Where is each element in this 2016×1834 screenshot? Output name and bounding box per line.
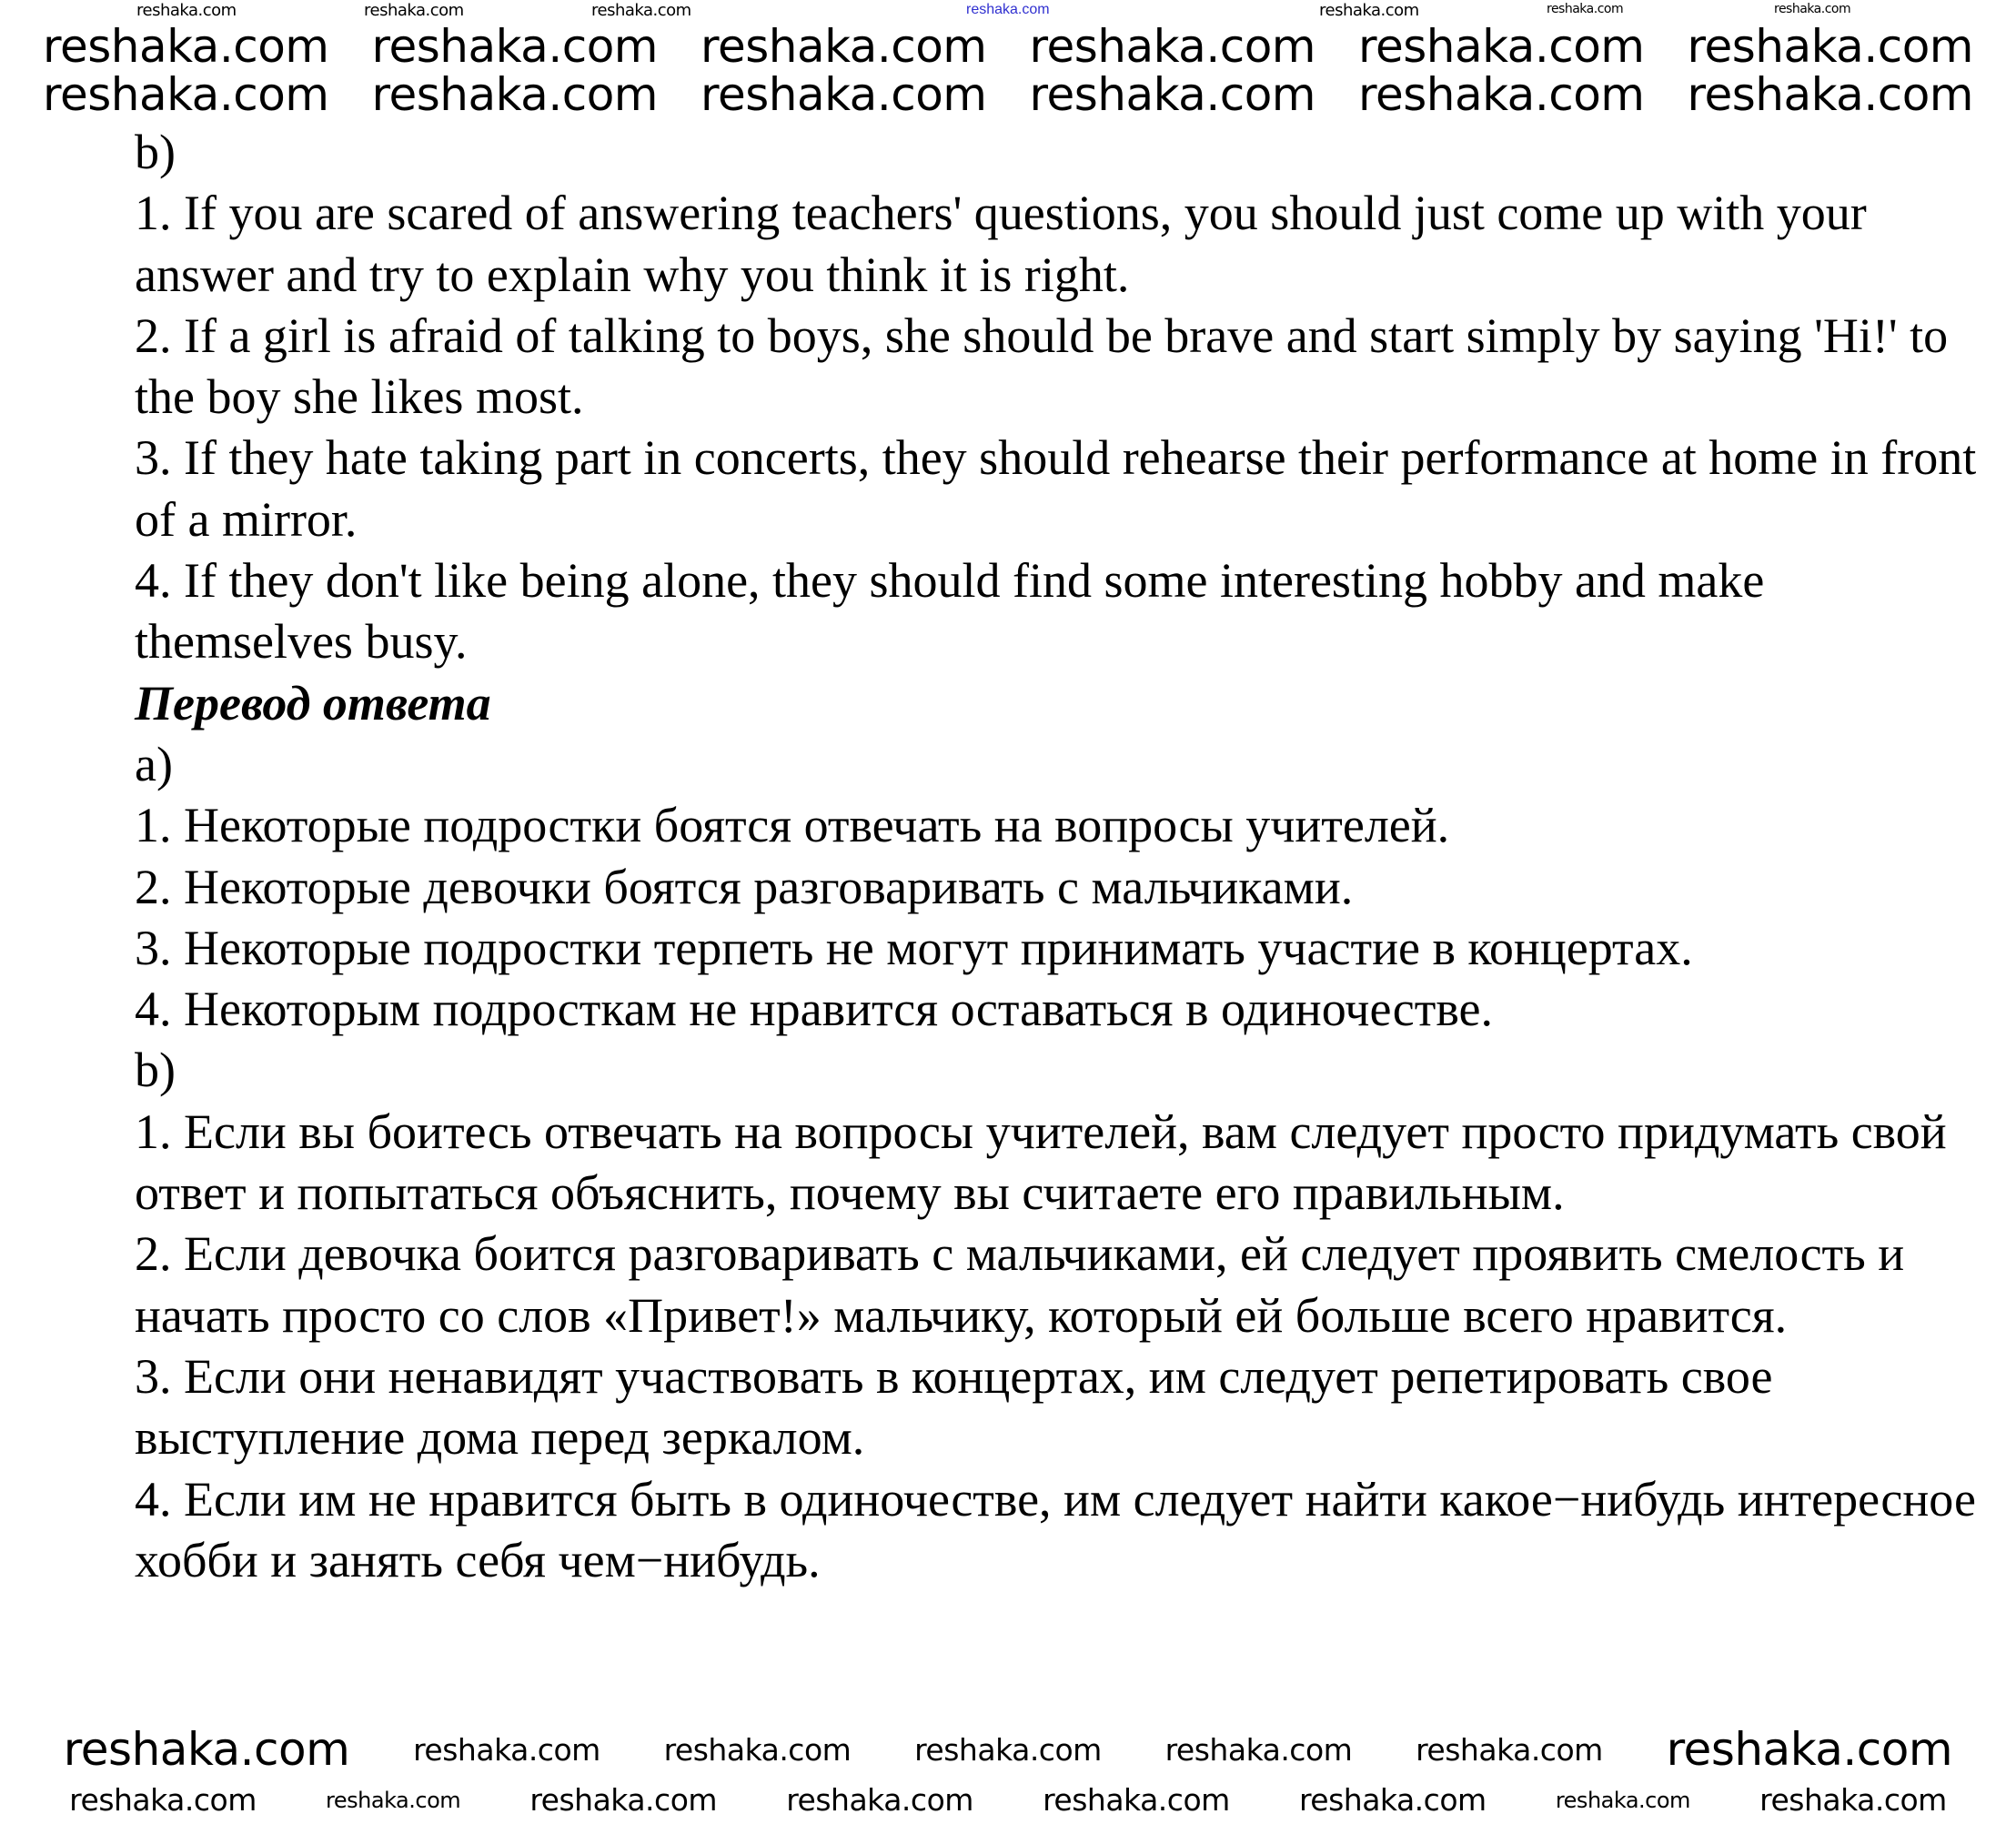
watermark: reshaka.com: [136, 1, 237, 20]
watermark: reshaka.com: [786, 1782, 973, 1818]
watermark: reshaka.com: [1358, 68, 1645, 121]
watermark: reshaka.com: [1029, 68, 1315, 121]
watermark: reshaka.com: [371, 20, 658, 73]
translation-item: 2. Если девочка боится разговаривать с мальчиками, ей следует проявить смелость и начать просто со слов «Привет!» мальчику, который ей больше всего нравится.: [135, 1226, 1905, 1343]
top-site-link[interactable]: reshaka.com: [966, 2, 1050, 17]
watermark: reshaka.com: [413, 1731, 600, 1768]
watermark: reshaka.com: [1358, 20, 1645, 73]
translation-item: 3. Если они ненавидят участвовать в концертах, им следует репетировать свое выступление дома перед зеркалом.: [135, 1348, 1773, 1466]
translation-item: 1. Если вы боитесь отвечать на вопросы учителей, вам следует просто придумать свой ответ и попытаться объяснить, почему вы считаете его правильным.: [135, 1103, 1947, 1221]
watermark: reshaka.com: [701, 20, 987, 73]
watermark: reshaka.com: [1547, 2, 1624, 16]
watermark-row: [0, 68, 2016, 121]
watermark: reshaka.com: [591, 1, 691, 20]
answer-item: 2. If a girl is afraid of talking to boys, she should be brave and start simply by saying 'Hi!' to the boy she likes most.: [135, 307, 1949, 425]
translation-item: 3. Некоторые подростки терпеть не могут принимать участие в концертах.: [135, 920, 1693, 975]
watermark: reshaka.com: [701, 68, 987, 121]
translation-heading: Перевод ответа: [135, 675, 491, 731]
translation-item: 1. Некоторые подростки боятся отвечать на вопросы учителей.: [135, 798, 1450, 853]
watermark: reshaka.com: [1029, 20, 1315, 73]
watermark: reshaka.com: [1666, 1723, 1953, 1776]
translation-item: 2. Некоторые девочки боятся разговаривать с мальчиками.: [135, 859, 1354, 914]
watermark: reshaka.com: [1774, 2, 1851, 16]
watermark: reshaka.com: [1298, 1782, 1487, 1818]
watermark: reshaka.com: [1555, 1787, 1690, 1813]
section-b-label: b): [135, 125, 176, 179]
translation-item: 4. Некоторым подросткам не нравится оставаться в одиночестве.: [135, 982, 1493, 1037]
watermark: reshaka.com: [663, 1731, 852, 1768]
document-body: [135, 122, 1991, 1591]
watermark: reshaka.com: [1759, 1782, 1947, 1818]
watermark: reshaka.com: [1043, 1782, 1230, 1818]
watermark: reshaka.com: [63, 1723, 350, 1776]
translation-item: 4. Если им не нравится быть в одиночестве, им следует найти какое−нибудь интересное хобби и занять себя чем−нибудь.: [135, 1471, 1976, 1587]
watermark-row: [0, 20, 2016, 73]
watermark: reshaka.com: [1319, 1, 1419, 20]
watermark: reshaka.com: [1687, 68, 1973, 121]
watermark: reshaka.com: [326, 1787, 461, 1813]
section-b-ru-label: b): [135, 1043, 176, 1098]
watermark: reshaka.com: [43, 68, 329, 121]
watermark: reshaka.com: [914, 1731, 1102, 1768]
watermark: reshaka.com: [1687, 20, 1973, 73]
answer-item: 4. If they don't like being alone, they should find some interesting hobby and make themselves busy.: [135, 553, 1765, 670]
watermark: reshaka.com: [529, 1782, 718, 1818]
answer-item: 3. If they hate taking part in concerts, they should rehearse their performance at home in front of a mirror.: [135, 430, 1977, 547]
watermark: reshaka.com: [364, 1, 464, 20]
watermark-row: [0, 1723, 2016, 1776]
watermark: reshaka.com: [43, 20, 329, 73]
watermark: reshaka.com: [69, 1782, 257, 1818]
watermark: reshaka.com: [1416, 1731, 1603, 1768]
watermark: reshaka.com: [371, 68, 658, 121]
section-a-label: а): [135, 736, 173, 791]
answer-item: 1. If you are scared of answering teachers' questions, you should just come up with your answer and try to explain why you think it is right.: [135, 186, 1867, 302]
watermark: reshaka.com: [1164, 1731, 1353, 1768]
watermark-row: [0, 1782, 2016, 1818]
